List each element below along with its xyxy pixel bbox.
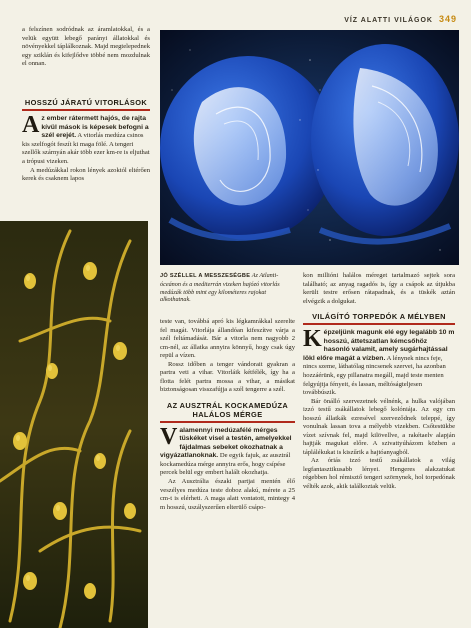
dropcap-a: A [22, 112, 40, 138]
section-torpedo-heading: VILÁGÍTÓ TORPEDÓK A MÉLYBEN [303, 312, 455, 325]
right-p1: kon millióni halálos méreget tartalmazó sejtek sora található; az anyag ragadós is, így a csápok az útjukba került testre erősen rátapadnak, és a tüskék aztán elvégzik a dolgukat. [303, 272, 455, 305]
section-boxjelly-lead-text: alamennyi medúzafélé mérges tüskéket visel a testén, amelyekkel fájdalmas sebeket okozhatnak a vigyázatlanoknak. [160, 426, 292, 460]
jellyfish-photo [160, 30, 459, 265]
page-number: 349 [438, 14, 457, 24]
dropcap-v: V [160, 423, 178, 450]
intro-column [22, 26, 150, 69]
section-boxjelly-lead [160, 423, 295, 479]
section-sailors-p2: A medúzákkal rokon lények azoktól eltérően kerek és csaknem lapos [22, 166, 150, 183]
seaweed-photo-svg [0, 221, 148, 628]
caption-text [160, 272, 295, 304]
right-p3: Bár önálló szervezetnek vélnénk, a hulka valójában izzó testű zsákállatok lebegő kolóniája. Az egy cm hosszú állatkák ezresével szerveződnek teleppé, így vonulnak lassan tova a mélyebb vizekben. Csőtestükbe vízet szívnak fel, majd kilövellve, a rakétaelv alapján hajtják magukat előre. A szivattyúházom közben a táplálékukat is kiszűrik a hajtóanyagból. [303, 397, 455, 456]
middle-p3: De egyik fajuk, az ausztrál kockamedúza mérge annyira erős, hogy csípése percek belül egy embert halált okozhatja. [160, 452, 291, 477]
middle-p4: Az Ausztrália északi partjai mentén élő veszélyes medúza teste doboz alakú, mérete a 25 cm-t is elérheti. A maga alatt vontatott, mintegy 4 m hosszú, uszályszerűen elterülő csápo- [160, 478, 295, 511]
caption-lead: JÓ SZÉLLEL A MESSZESÉGBE [160, 273, 251, 279]
section-sailors-heading: HOSSZÚ JÁRATÚ VITORLÁSOK [22, 98, 150, 111]
section-boxjelly-heading: AZ AUSZTRÁL KOCKAMEDÚZA HALÁLOS MÉRGE [160, 401, 295, 423]
running-header [300, 14, 457, 24]
photo-caption [160, 272, 295, 304]
section-sailors-lead-text: z ember rátermett hajós, de rajta kívül mások is képesek befogni a szél erejét. [41, 115, 149, 140]
section-sailors [22, 98, 150, 184]
seaweed-photo [0, 221, 148, 628]
section-sailors-lead [22, 112, 150, 167]
right-p4: Az óriás izzó testű zsákállatok a világ legfantasztikusabb lényei. Hengeres alakzatukat régebben hol rémisztő tengeri szörnynek, hol torpedónak vélték azok, akik találkoztak velük. [303, 457, 455, 490]
running-header-title: VÍZ ALATTI VILÁGOK [344, 17, 433, 24]
intro-paragraph: a felszínen sodródnak az áramlatokkal, és a velük együtt lebegő parányi állatokkal és növényekkel táplálkoznak. Majd megtelepednek egy sziklán és kifejlődve többé nem mozdulnak el onnan. [22, 26, 150, 67]
dropcap-k: K [303, 326, 322, 352]
middle-p1: teste van, továbbá apró kis légkamrákkal szerelte fel magát. Vitorlája állandóan kifeszítve várja a szél feltámadását. Bár a vitorla nem nagyobb 2 cm-nél, az állatka annyira könnyű, hogy csak úgy repül a vízen. [160, 318, 295, 359]
section-torpedo-lead [303, 326, 455, 398]
right-p2: A lénynek nincs feje, nincs szeme, láthatólag nincsenek szervei, ha azonban hozzáérünk, egy pillanatra megáll, majd teste menten felgyújtja fényeit, és lassan, méltóságteljesen továbbúszik. [303, 354, 446, 397]
caption-body: Az Atlanti-óceánon és a mediterrán vizeken hajózó vitorlás medúzák több mint egy kilométeres rajokat alkothatnak. [160, 272, 280, 304]
middle-column [160, 318, 295, 512]
section-torpedo-lead-text: épzeljünk magunk elé egy legalább 10 m hosszú, áttetszatlan kémcsőhöz hasonló valamit, amely sugárhajtással lökl előre magát a vízben. [303, 329, 455, 362]
section-sailors-p1: A vitorlás medúza csinos kis szelfogót feszít ki maga fölé. A tengeri szellők szárnyán akár több ezer km-re is eljuthat a trópusi vizeken. [22, 132, 150, 165]
left-jellyfish [160, 56, 336, 240]
right-column [303, 272, 455, 491]
jellyfish-photo-svg [160, 30, 459, 265]
middle-p2: Rossz időben a tenger vándorait gyakran a partra veti a vihar. Vitorláik kétfélék, így ha a flotta felét partra mossa a vihar, a másikat biztonságosan visszafújja a szél tengerre a szél. [160, 360, 295, 393]
